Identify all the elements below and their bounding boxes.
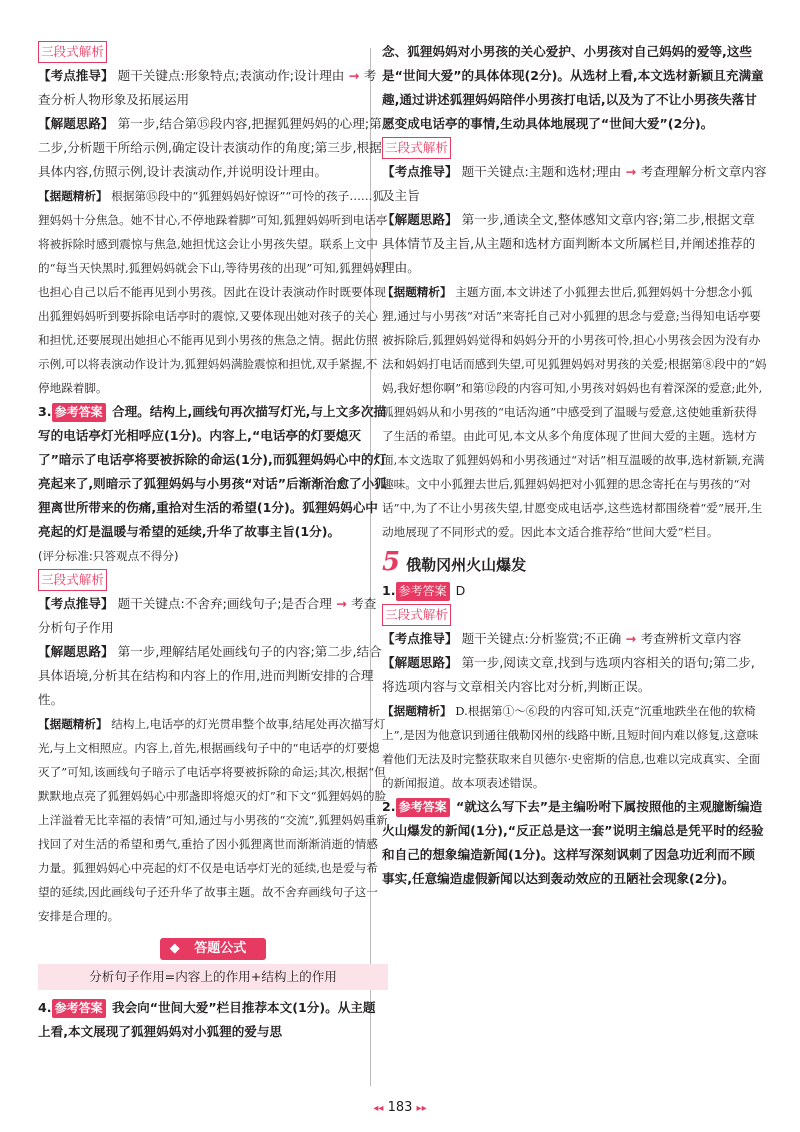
analysis-section-3 (382, 136, 767, 544)
arrow-icon: → (344, 68, 364, 83)
page-number (0, 1100, 800, 1115)
section-header: 三段式解析 (382, 604, 451, 626)
kaodian-result: 考查理解分析文章内容及主旨 (382, 164, 767, 203)
jingxi-paragraph (382, 280, 767, 544)
kaodian-text: 题干关键点:主题和选材;理由 (461, 164, 622, 179)
jingxi-tag: 【据题精析】 (38, 189, 108, 203)
kaodian-paragraph (38, 592, 388, 640)
article-number: 5 (382, 547, 401, 577)
section-header: 三段式解析 (38, 41, 107, 63)
jieti-text: 第一步,通读全文,整体感知文章内容;第二步,根据文章具体情节及主旨,从主题和选材方面判断本文所属栏目,并阐述推荐的理由。 (382, 212, 756, 275)
page-number-text: 183 (387, 1100, 413, 1115)
kaodian-text: 题干关键点:不舍弃;画线句子;是否合理 (117, 596, 332, 611)
kaodian-tag: 【考点推导】 (38, 68, 114, 83)
answer-text: D (455, 583, 466, 598)
kaodian-result: 考查辨析文章内容 (640, 631, 742, 646)
jieti-tag: 【解题思路】 (382, 212, 458, 227)
answer-text: “就这么写下去”是主编吩咐下属按照他的主观臆断编造火山爆发的新闻(1分),“反正总是这一套”说明主编总是凭平时的经验和自己的想象编造新闻(1分)。这样写深刻讽刺了因急功近利而不顾事实,任意编造虚假新闻以达到轰动效应的丑陋社会现象(2分)。 (382, 799, 764, 886)
kaodian-paragraph (382, 627, 767, 651)
jieti-paragraph (382, 651, 767, 699)
question-2-answer (382, 795, 767, 891)
formula-box (38, 936, 388, 990)
jingxi-tag: 【据题精析】 (382, 704, 452, 718)
question-3-answer (38, 400, 388, 544)
formula-text: 分析句子作用=内容上的作用+结构上的作用 (38, 964, 388, 990)
right-arrows-icon: ▸▸ (416, 1103, 427, 1114)
arrow-icon: → (621, 631, 641, 646)
formula-title-label: ◆ 答题公式 (160, 938, 267, 960)
question-number: 1. (382, 583, 396, 598)
scoring-note: (评分标准:只答观点不得分) (38, 549, 179, 563)
analysis-section-1 (38, 40, 388, 400)
left-column (38, 40, 388, 1044)
jingxi-paragraph (38, 184, 388, 400)
article-heading (382, 547, 767, 577)
answer-text: 合理。结构上,画线句再次描写灯光,与上文多次描写的电话亭灯光相呼应(1分)。内容上,“电话亭的灯要熄灭了”暗示了电话亭将要被拆除的命运(1分),而狐狸妈妈心中的灯亮起来了,则暗示了狐狸妈妈与小男孩“对话”后渐渐治愈了小狐狸离世所带来的伤痛,重拾对生活的希望(1分)。狐狸妈妈心中亮起的灯是温暖与希望的延续,升华了故事主旨(1分)。 (38, 404, 387, 539)
kaodian-paragraph (38, 64, 388, 112)
answer-text: 我会向“世间大爱”栏目推荐本文(1分)。从主题上看,本文展现了狐狸妈妈对小狐狸的爱与思 (38, 1000, 376, 1039)
question-4-answer-continued: 念、狐狸妈妈对小男孩的关心爱护、小男孩对自己妈妈的爱等,这些是“世间大爱”的具体体现(2分)。从选材上看,本文选材新颖且充满童趣,通过讲述狐狸妈妈陪伴小男孩打电话,以及为了不让小男孩失落甘愿变成电话亭的事情,生动具体地展现了“世间大爱”(2分)。 (382, 44, 764, 131)
answer-badge: 参考答案 (52, 403, 106, 422)
right-column (382, 40, 767, 891)
answer-badge: 参考答案 (396, 798, 450, 817)
jingxi-paragraph (382, 699, 767, 795)
kaodian-tag: 【考点推导】 (382, 631, 458, 646)
kaodian-paragraph (382, 160, 767, 208)
article-title: 俄勒冈州火山爆发 (406, 556, 527, 574)
arrow-icon: → (331, 596, 352, 611)
question-4-answer (38, 996, 388, 1044)
jieti-tag: 【解题思路】 (38, 116, 114, 131)
jingxi-text: 结构上,电话亭的灯光贯串整个故事,结尾处再次描写灯光,与上文相照应。内容上,首先,根据画线句子中的“电话亭的灯要熄灭了”可知,该画线句子暗示了电话亭将要被拆除的命运;其次,根据“但默默地点亮了狐狸妈妈心中那盏即将熄灭的灯”和下文“狐狸妈妈的脸上洋溢着无比幸福的表情”可知,通过与小男孩的“交流”,狐狸妈妈重新找回了对生活的希望和勇气,重拾了因小狐狸离世而渐渐消逝的情感力量。狐狸妈妈心中亮起的灯不仅是电话亭灯光的延续,也是爱与希望的延续,因此画线句子还升华了故事主题。故不舍弃画线句子这一安排是合理的。 (38, 717, 388, 923)
jieti-text: 第一步,阅读文章,找到与选项内容相关的语句;第二步,将选项内容与文章相关内容比对分析,判断正误。 (382, 655, 755, 694)
kaodian-text: 题干关键点:形象特点;表演动作;设计理由 (117, 68, 345, 83)
jieti-tag: 【解题思路】 (382, 655, 458, 670)
jingxi-text: D.根据第①～⑥段的内容可知,沃克“沉重地跌坐在他的软椅上”,是因为他意识到通往俄勒冈州的线路中断,且短时间内难以修复,这意味着他们无法及时完整获取来自贝德尔·史密斯的信息,也难以完成真实、全面的新闻报道。故本项表述错误。 (382, 704, 761, 790)
jieti-paragraph (38, 112, 388, 184)
question-number: 4. (38, 1000, 52, 1015)
question-number: 3. (38, 404, 52, 419)
analysis-section-4 (382, 603, 767, 795)
question-1-answer (382, 579, 767, 603)
jingxi-paragraph (38, 712, 388, 928)
formula-title (38, 936, 388, 960)
answer-badge: 参考答案 (396, 582, 450, 601)
jingxi-text: 主题方面,本文讲述了小狐狸去世后,狐狸妈妈十分想念小狐狸,通过与小男孩“对话”来寄托自己对小狐狸的思念与爱意;当得知电话亭要被拆除后,狐狸妈妈觉得和妈妈分开的小男孩可怜,担心小男孩会因为没有办法和妈妈打电话而感到失望,可见狐狸妈妈对男孩的关爱;根据第⑧段中的“妈妈,我好想你啊”和第⑫段的内容可知,小男孩对妈妈也有着深深的爱意;此外,狐狸妈妈从和小男孩的“电话沟通”中感受到了温暖与爱意,这使她重新获得了生活的希望。由此可见,本文从多个角度体现了世间大爱的主题。选材方面,本文选取了狐狸妈妈和小男孩通过“对话”相互温暖的故事,选材新颖,充满趣味。文中小狐狸去世后,狐狸妈妈把对小狐狸的思念寄托在与男孩的“对话”中,为了不让小男孩失望,甘愿变成电话亭,这些选材都围绕着“爱”展开,生动地展现了不同形式的爱。因此本文适合推荐给“世间大爱”栏目。 (382, 285, 767, 539)
arrow-icon: → (621, 164, 641, 179)
kaodian-result: 考查分析人物形象及拓展运用 (38, 68, 377, 107)
kaodian-result: 考查分析句子作用 (38, 596, 377, 635)
section-header: 三段式解析 (382, 137, 451, 159)
kaodian-tag: 【考点推导】 (382, 164, 458, 179)
jieti-tag: 【解题思路】 (38, 644, 114, 659)
jieti-paragraph (382, 208, 767, 280)
kaodian-text: 题干关键点:分析鉴赏;不正确 (461, 631, 622, 646)
answer-badge: 参考答案 (52, 999, 106, 1018)
question-number: 2. (382, 799, 396, 814)
jingxi-tag: 【据题精析】 (38, 717, 108, 731)
jieti-text: 第一步,理解结尾处画线句子的内容;第二步,结合具体语境,分析其在结构和内容上的作用,进而判断安排的合理性。 (38, 644, 382, 707)
jieti-text: 第一步,结合第⑮段内容,把握狐狸妈妈的心理;第二步,分析题干所给示例,确定设计表演动作的角度;第三步,根据具体内容,仿照示例,设计表演动作,并说明设计理由。 (38, 116, 382, 179)
jingxi-tag: 【据题精析】 (382, 285, 452, 299)
left-arrows-icon: ◂◂ (373, 1103, 384, 1114)
jingxi-text: 根据第⑮段中的“狐狸妈妈好惊讶”“可怜的孩子……狐狸妈妈十分焦急。她不甘心,不停地跺着脚”可知,狐狸妈妈听到电话亭将被拆除时感到震惊与焦急,她担忧这会让小男孩失望。联系上文中的“每当天快黑时,狐狸妈妈就会下山,等待男孩的出现”可知,狐狸妈妈也担心自己以后不能再见到小男孩。因此在设计表演动作时既要体现出狐狸妈妈听到要拆除电话亭时的震惊,又要体现出她对孩子的关心和担忧,还要展现出她担心不能再见到小男孩的焦急之情。据此仿照示例,可以将表演动作设计为,狐狸妈妈满脸震惊和担忧,双手紧握,不停地跺着脚。 (38, 189, 388, 395)
section-header: 三段式解析 (38, 569, 107, 591)
analysis-section-2 (38, 568, 388, 928)
jieti-paragraph (38, 640, 388, 712)
kaodian-tag: 【考点推导】 (38, 596, 114, 611)
